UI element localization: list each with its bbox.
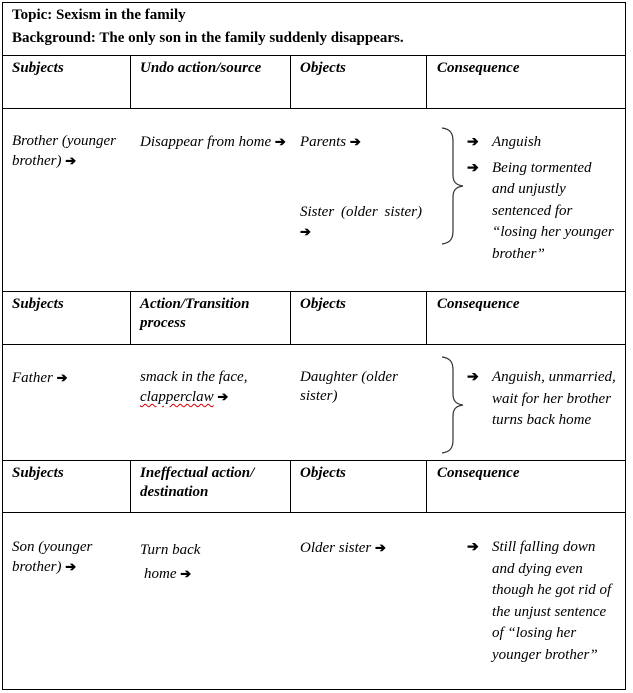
- object-parents: [300, 132, 361, 152]
- header-subjects: Subjects: [12, 60, 64, 76]
- title-row: [3, 3, 625, 56]
- column-divider: [130, 56, 131, 109]
- object-text: Daughter (older sister): [300, 369, 398, 404]
- section-3-content-row: [3, 513, 625, 689]
- header-subjects: Subjects: [12, 465, 64, 481]
- topic-text: Topic: Sexism in the family: [12, 7, 186, 23]
- subject-text: Father: [12, 370, 53, 386]
- header-subjects: Subjects: [12, 296, 64, 312]
- arrow-icon: ➔: [375, 540, 386, 555]
- column-divider: [426, 292, 427, 345]
- header-action: Undo action/source: [140, 60, 262, 76]
- consequence-list: [467, 537, 617, 666]
- header-consequence: Consequence: [437, 60, 520, 76]
- subject-text: Brother (younger brother): [12, 133, 117, 169]
- action-text: home: [144, 566, 177, 582]
- arrow-bullet-icon: ➔: [467, 540, 479, 555]
- consequence-text: Still falling down and dying even though he got rid of the unjust sentence of “losing her younger brother”: [492, 539, 612, 663]
- subject-cell: [12, 132, 122, 171]
- consequence-list: [467, 132, 617, 265]
- action-cell: [140, 368, 290, 407]
- action-text-line2: [140, 387, 290, 407]
- subject-cell: [12, 538, 122, 577]
- arrow-bullet-icon: ➔: [467, 370, 479, 385]
- curly-brace-icon: [441, 356, 467, 454]
- background-text: Background: The only son in the family suddenly disappears.: [12, 30, 404, 46]
- section-3-header-row: [3, 461, 625, 513]
- action-text-line1: Turn back: [140, 542, 201, 558]
- action-cell: [140, 132, 290, 152]
- header-objects: Objects: [300, 465, 346, 481]
- analysis-table: [2, 2, 626, 690]
- column-divider: [290, 461, 291, 513]
- header-consequence: Consequence: [437, 465, 520, 481]
- object-text: Older sister: [300, 540, 372, 556]
- subject-text: Son (younger brother): [12, 539, 93, 575]
- consequence-item: [467, 132, 617, 154]
- arrow-icon: ➔: [56, 370, 68, 385]
- column-divider: [426, 56, 427, 109]
- action-text-line1: smack in the face,: [140, 369, 248, 385]
- section-2-header-row: [3, 292, 625, 345]
- arrow-icon: ➔: [65, 559, 77, 574]
- consequence-item: [467, 367, 617, 432]
- consequence-item: [467, 537, 617, 666]
- arrow-icon: ➔: [65, 153, 77, 168]
- arrow-icon: ➔: [180, 566, 192, 581]
- column-divider: [426, 461, 427, 513]
- section-1-content-row: [3, 109, 625, 292]
- curly-brace-icon: [441, 127, 467, 245]
- consequence-text: Anguish, unmarried, wait for her brother turns back home: [492, 369, 616, 428]
- arrow-bullet-icon: ➔: [467, 135, 479, 150]
- header-consequence: Consequence: [437, 296, 520, 312]
- column-divider: [290, 56, 291, 109]
- arrow-icon: ➔: [300, 224, 311, 239]
- object-daughter: [300, 368, 422, 406]
- object-text: Parents: [300, 134, 347, 150]
- consequence-text: Being tormented and unjustly sentenced for “losing her younger brother”: [492, 159, 614, 262]
- section-2-content-row: [3, 345, 625, 461]
- consequence-item: [467, 158, 617, 266]
- consequence-text: Anguish: [492, 134, 542, 150]
- column-divider: [130, 292, 131, 345]
- arrow-icon: ➔: [217, 389, 229, 404]
- header-action: Ineffectual action/ destination: [140, 465, 255, 500]
- column-divider: [290, 292, 291, 345]
- object-text: Sister (older sister): [300, 204, 422, 220]
- consequence-list: [467, 367, 617, 432]
- arrow-bullet-icon: ➔: [467, 160, 479, 176]
- action-text: Disappear from home: [140, 134, 272, 150]
- arrow-icon: ➔: [274, 134, 286, 149]
- action-text-line2: [140, 562, 290, 586]
- action-cell: [140, 538, 290, 586]
- column-divider: [130, 461, 131, 513]
- object-sister: [300, 203, 422, 242]
- misspelled-word: clapperclaw: [140, 389, 214, 405]
- header-objects: Objects: [300, 60, 346, 76]
- object-older-sister: [300, 538, 386, 558]
- header-objects: Objects: [300, 296, 346, 312]
- header-action: Action/Transition process: [140, 296, 250, 331]
- subject-cell: [12, 368, 67, 388]
- section-1-header-row: [3, 56, 625, 109]
- arrow-icon: ➔: [349, 134, 361, 149]
